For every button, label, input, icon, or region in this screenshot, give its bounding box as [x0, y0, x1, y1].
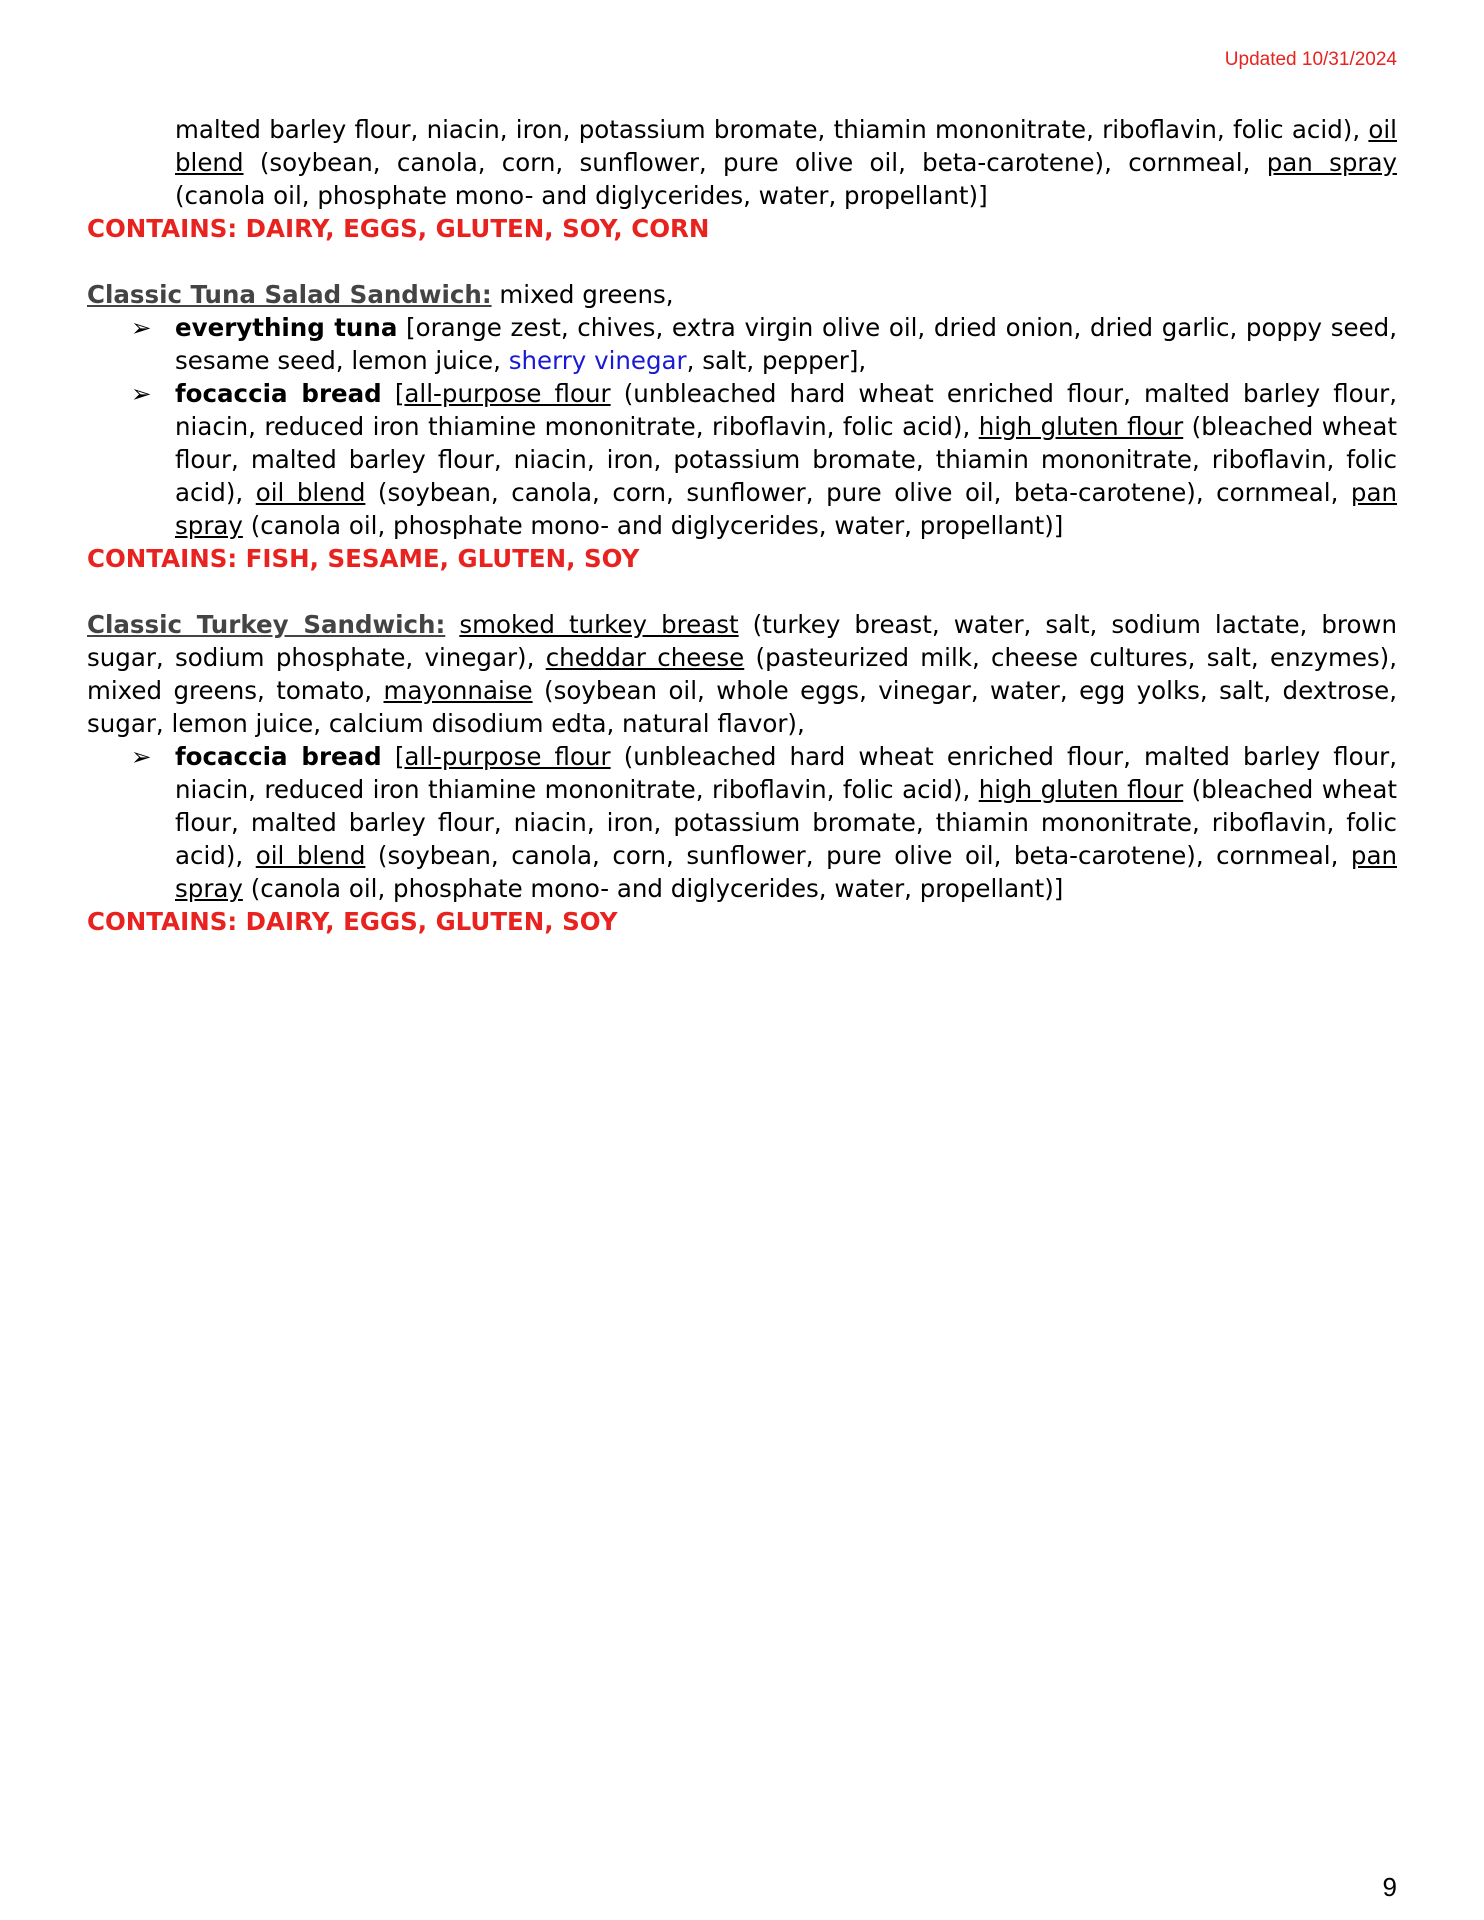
- list-item: [87, 311, 1397, 377]
- text-segment: [: [381, 379, 405, 408]
- ingredient-high-gluten-flour: high gluten flour: [978, 775, 1184, 804]
- component-name: focaccia bread: [175, 379, 382, 408]
- page-number: 9: [1382, 1872, 1397, 1902]
- text-segment: (canola oil, phosphate mono- and diglycerides, water, propellant)]: [175, 181, 988, 210]
- component-name: everything tuna: [175, 313, 398, 342]
- text-segment: [orange zest, chives, extra virgin olive oil, dried onion, dried garlic, poppy seed, sesame seed, lemon juice,: [175, 313, 1397, 375]
- continued-ingredients: [87, 113, 1397, 212]
- ingredient-all-purpose-flour: all-purpose flour: [404, 742, 611, 771]
- text-segment: (soybean, canola, corn, sunflower, pure olive oil, beta-carotene), cornmeal,: [365, 841, 1351, 870]
- ingredient-oil-blend: oil blend: [175, 115, 1397, 177]
- text-segment: [445, 610, 459, 639]
- allergen-statement: CONTAINS: DAIRY, EGGS, GLUTEN, SOY, CORN: [87, 214, 710, 243]
- turkey-sandwich-description: [87, 608, 1397, 740]
- ingredient-mayonnaise: mayonnaise: [383, 676, 533, 705]
- arrow-bullet-icon: ➢: [131, 379, 152, 408]
- list-item: [87, 740, 1397, 905]
- ingredient-all-purpose-flour: all-purpose flour: [404, 379, 611, 408]
- ingredient-oil-blend: oil blend: [255, 478, 366, 507]
- text-segment: (soybean, canola, corn, sunflower, pure olive oil, beta-carotene), cornmeal,: [365, 478, 1351, 507]
- ingredient-pan-spray: pan spray: [175, 841, 1397, 903]
- document-body: [87, 113, 1397, 938]
- ingredient-pan-spray: pan spray: [1266, 148, 1397, 177]
- component-name: focaccia bread: [175, 742, 382, 771]
- ingredient-sherry-vinegar: sherry vinegar: [508, 346, 687, 375]
- allergen-statement: CONTAINS: FISH, SESAME, GLUTEN, SOY: [87, 544, 640, 573]
- allergen-statement: CONTAINS: DAIRY, EGGS, GLUTEN, SOY: [87, 907, 618, 936]
- ingredient-high-gluten-flour: high gluten flour: [978, 412, 1184, 441]
- text-segment: mixed greens,: [491, 280, 674, 309]
- text-segment: (soybean, canola, corn, sunflower, pure olive oil, beta-carotene), cornmeal,: [243, 148, 1267, 177]
- text-segment: (bleached wheat flour, malted barley flour, niacin, iron, potassium bromate, thiamin mononitrate, riboflavin, folic acid),: [175, 412, 1397, 507]
- arrow-bullet-icon: ➢: [131, 742, 152, 771]
- ingredient-pan-spray: pan spray: [175, 478, 1397, 540]
- text-segment: (canola oil, phosphate mono- and diglycerides, water, propellant)]: [242, 511, 1064, 540]
- item-title: Classic Tuna Salad Sandwich:: [87, 280, 492, 309]
- text-segment: (unbleached hard wheat enriched flour, malted barley flour, niacin, reduced iron thiamine mononitrate, riboflavin, folic acid),: [175, 379, 1398, 441]
- text-segment: (turkey breast, water, salt, sodium lactate, brown sugar, sodium phosphate, vinegar),: [87, 610, 1397, 672]
- text-segment: , salt, pepper],: [686, 346, 867, 375]
- tuna-sandwich-heading: [87, 278, 1397, 311]
- list-item: [87, 377, 1397, 542]
- ingredient-oil-blend: oil blend: [255, 841, 366, 870]
- arrow-bullet-icon: ➢: [131, 313, 152, 342]
- ingredient-smoked-turkey-breast: smoked turkey breast: [459, 610, 739, 639]
- text-segment: [: [381, 742, 405, 771]
- updated-date: Updated 10/31/2024: [1224, 49, 1397, 70]
- item-title: Classic Turkey Sandwich:: [87, 610, 446, 639]
- ingredient-cheddar-cheese: cheddar cheese: [545, 643, 745, 672]
- text-segment: (soybean oil, whole eggs, vinegar, water, egg yolks, salt, dextrose, sugar, lemon juice, calcium disodium edta, natural flavor),: [87, 676, 1398, 738]
- text-segment: (unbleached hard wheat enriched flour, malted barley flour, niacin, reduced iron thiamine mononitrate, riboflavin, folic acid),: [175, 742, 1398, 804]
- text-segment: malted barley flour, niacin, iron, potassium bromate, thiamin mononitrate, riboflavin, folic acid),: [175, 115, 1369, 144]
- text-segment: (canola oil, phosphate mono- and diglycerides, water, propellant)]: [242, 874, 1064, 903]
- text-segment: (bleached wheat flour, malted barley flour, niacin, iron, potassium bromate, thiamin mononitrate, riboflavin, folic acid),: [175, 775, 1397, 870]
- text-segment: (pasteurized milk, cheese cultures, salt, enzymes), mixed greens, tomato,: [87, 643, 1398, 705]
